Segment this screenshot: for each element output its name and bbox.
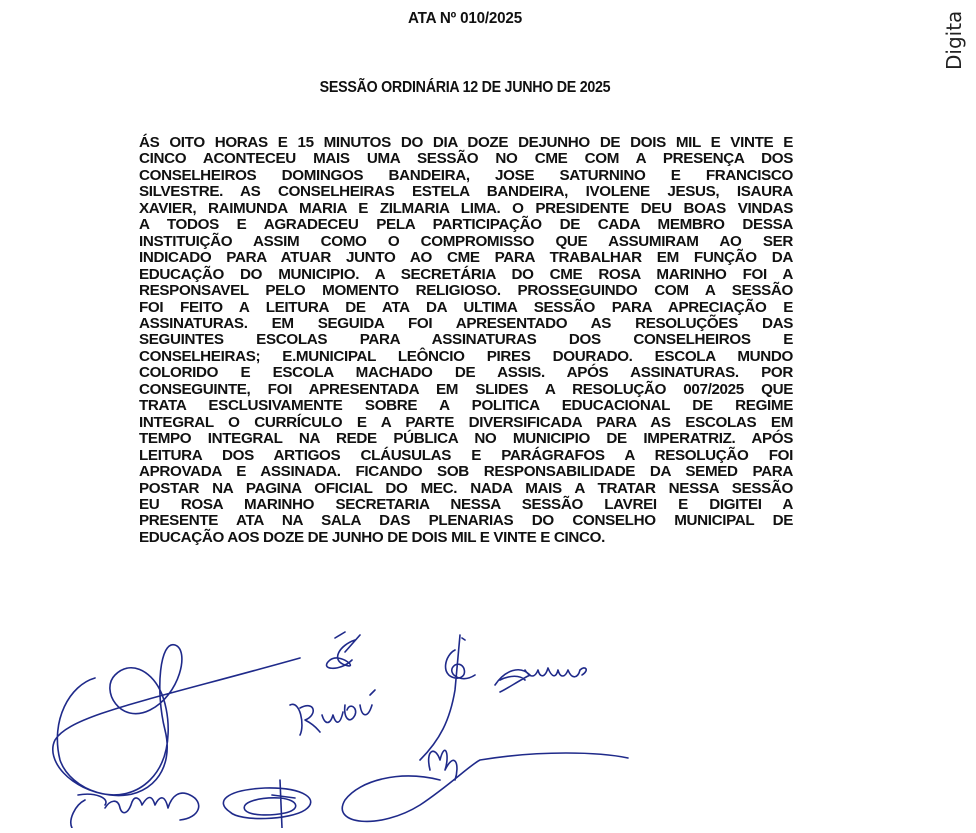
body-line: EU ROSA MARINHO SECRETARIA NESSA SESSÃO LAVREI E DIGITEI A: [139, 495, 793, 513]
body-line: SILVESTRE. AS CONSELHEIRAS ESTELA BANDEIRA, IVOLENE JESUS, ISAURA: [139, 183, 793, 201]
body-line: CONSELHEIRAS; E.MUNICIPAL LEÔNCIO PIRES DOURADO. ESCOLA MUNDO: [139, 347, 793, 365]
body-line: APROVADA E ASSINADA. FICANDO SOB RESPONSABILIDADE DA SEMED PARA: [139, 463, 793, 481]
document-title: ATA Nº 010/2025: [408, 10, 522, 27]
signature-2: [327, 632, 360, 668]
signature-1: [53, 645, 300, 796]
body-line: RESPONSAVEL PELO MOMENTO RELIGIOSO. PROSSEGUINDO COM A SESSÃO: [139, 282, 793, 300]
body-line: INDICADO PARA ATUAR JUNTO AO CME PARA TRABALHAR EM FUNÇÃO DA: [139, 249, 793, 267]
body-line: COLORIDO E ESCOLA MACHADO DE ASSIS. APÓS ASSINATURAS. POR: [139, 364, 793, 382]
signatures-area: [0, 630, 976, 828]
body-line: CONSEGUINTE, FOI APRESENTADA EM SLIDES A RESOLUÇÃO 007/2025 QUE: [139, 380, 793, 398]
signature-3: [290, 690, 375, 735]
body-line: ASSINATURAS. EM SEGUIDA FOI APRESENTADO AS RESOLUÇÕES DAS: [139, 314, 793, 332]
body-line: SEGUINTES ESCOLAS PARA ASSINATURAS DOS CONSELHEIROS E: [139, 331, 793, 349]
body-line: INTEGRAL O CURRÍCULO E A PARTE DIVERSIFICADA PARA AS ESCOLAS EM: [139, 413, 793, 431]
body-line: XAVIER, RAIMUNDA MARIA E ZILMARIA LIMA. O PRESIDENTE DEU BOAS VINDAS: [139, 199, 793, 217]
signature-8: [223, 780, 310, 828]
body-line: INSTITUIÇÃO ASSIM COMO O COMPROMISSO QUE ASSUMIRAM AO SER: [139, 232, 793, 250]
body-line: POSTAR NA PAGINA OFICIAL DO MEC. NADA MAIS A TRATAR NESSA SESSÃO: [139, 479, 793, 497]
body-line: ÁS OITO HORAS E 15 MINUTOS DO DIA DOZE DEJUNHO DE DOIS MIL E VINTE E: [139, 134, 793, 151]
signature-4: [420, 635, 475, 760]
body-line: PRESENTE ATA NA SALA DAS PLENARIAS DO CONSELHO MUNICIPAL DE: [139, 512, 793, 530]
body-line: TRATA ESCLUSIVAMENTE SOBRE A POLITICA EDUCACIONAL DE REGIME: [139, 397, 793, 415]
session-subtitle: SESSÃO ORDINÁRIA 12 DE JUNHO DE 2025: [319, 79, 611, 96]
body-line: CONSELHEIROS DOMINGOS BANDEIRA, JOSE SATURNINO E FRANCISCO: [139, 166, 793, 184]
signature-6: [342, 750, 628, 821]
body-line: LEITURA DOS ARTIGOS CLÁUSULAS E PARÁGRAFOS A RESOLUÇÃO FOI: [139, 446, 793, 464]
side-watermark: [940, 0, 970, 70]
body-line: CINCO ACONTECEU MAIS UMA SESSÃO NO CME COM A PRESENÇA DOS: [139, 150, 793, 168]
body-line: EDUCAÇÃO AOS DOZE DE JUNHO DE DOIS MIL E VINTE E CINCO.: [139, 528, 605, 546]
body-line: EDUCAÇÃO DO MUNICIPIO. A SECRETÁRIA DO CME ROSA MARINHO FOI A: [139, 265, 793, 283]
body-line: TEMPO INTEGRAL NA REDE PÚBLICA NO MUNICIPIO DE IMPERATRIZ. APÓS: [139, 430, 793, 448]
signature-7: [71, 793, 199, 828]
side-watermark-text: Digita: [942, 10, 966, 70]
minutes-body: [139, 135, 793, 546]
body-line: FOI FEITO A LEITURA DE ATA DA ULTIMA SESSÃO PARA APRECIAÇÃO E: [139, 298, 793, 316]
signature-5: [495, 668, 586, 692]
body-line: A TODOS E AGRADECEU PELA PARTICIPAÇÃO DE CADA MEMBRO DESSA: [139, 216, 793, 234]
